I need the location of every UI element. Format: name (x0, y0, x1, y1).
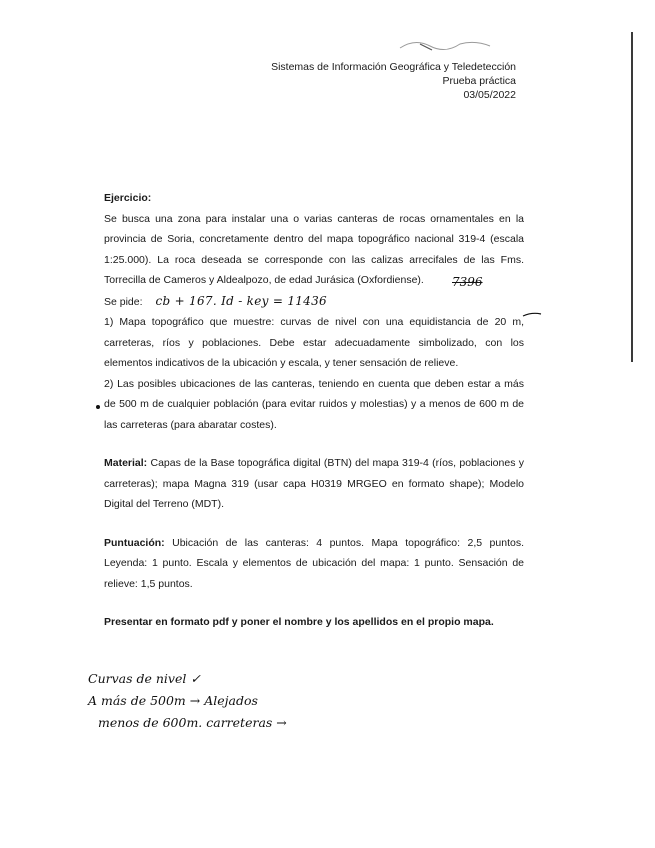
scan-edge-line (631, 32, 633, 362)
material-label: Material: (104, 457, 148, 469)
exam-type: Prueba práctica (442, 75, 516, 87)
handwritten-note-1: Curvas de nivel ✓ (88, 671, 201, 686)
exam-date: 03/05/2022 (463, 89, 516, 101)
exercise-title: Ejercicio: (104, 192, 152, 204)
task-item-2: 2) Las posibles ubicaciones de las canteras, teniendo en cuenta que deben estar a más de 500 m de cualquier población (para evitar ruidos y molestias) y a menos de 600 m de las carreteras (para abaratar costes). (104, 377, 524, 431)
spacer (104, 435, 524, 453)
material-section (104, 453, 524, 515)
submission-instruction: Presentar en formato pdf y poner el nombre y los apellidos en el propio mapa. (104, 616, 494, 628)
handwritten-notes (88, 668, 287, 734)
exercise-intro: Se busca una zona para instalar una o varias canteras de rocas ornamentales en la provincia de Soria, concretamente dentro del mapa topográfico nacional 319-4 (escala 1:25.000). La roca deseada se corresponde con las calizas arrecifales de las Fms. Torrecilla de Cameros y Aldealpozo, de edad Jurásica (Oxfordiense). (104, 212, 524, 286)
course-title: Sistemas de Información Geográfica y Teledetección (271, 61, 516, 73)
handwritten-struck-code: 7396 (452, 275, 483, 289)
exercise-asks-line (104, 291, 524, 313)
handwritten-id-key: cb + 167. Id - key = 11436 (155, 293, 327, 308)
spacer (104, 515, 524, 533)
scoring-text: Ubicación de las canteras: 4 puntos. Mapa topográfico: 2,5 puntos. Leyenda: 1 punto. Escala y elementos de ubicación del mapa: 1 punto. Sensación de relieve: 1,5 puntos. (104, 536, 524, 590)
scoring-label: Puntuación: (104, 536, 165, 549)
spacer (104, 594, 524, 612)
handwritten-note-2: A más de 500m → Alejados (88, 693, 258, 708)
scribble-mark (380, 36, 500, 56)
handwritten-dash-mark (522, 310, 542, 320)
exercise-body (104, 188, 524, 633)
handwritten-dot-mark (96, 405, 100, 409)
task-item-1: 1) Mapa topográfico que muestre: curvas de nivel con una equidistancia de 20 m, carreteras, ríos y poblaciones. Debe estar adecuadamente simbolizado, con los elementos indicativos de la ubicación y escala, y tener sensación de relieve. (104, 316, 524, 369)
scoring-section (104, 533, 524, 595)
document-header (271, 60, 516, 102)
handwritten-note-3: menos de 600m. carreteras → (98, 715, 287, 730)
material-text: Capas de la Base topográfica digital (BTN) del mapa 319-4 (ríos, poblaciones y carreteras); mapa Magna 319 (usar capa H0319 MRGEO en formato shape); Modelo Digital del Terreno (MDT). (104, 457, 524, 510)
exercise-asks: Se pide: (104, 295, 143, 308)
